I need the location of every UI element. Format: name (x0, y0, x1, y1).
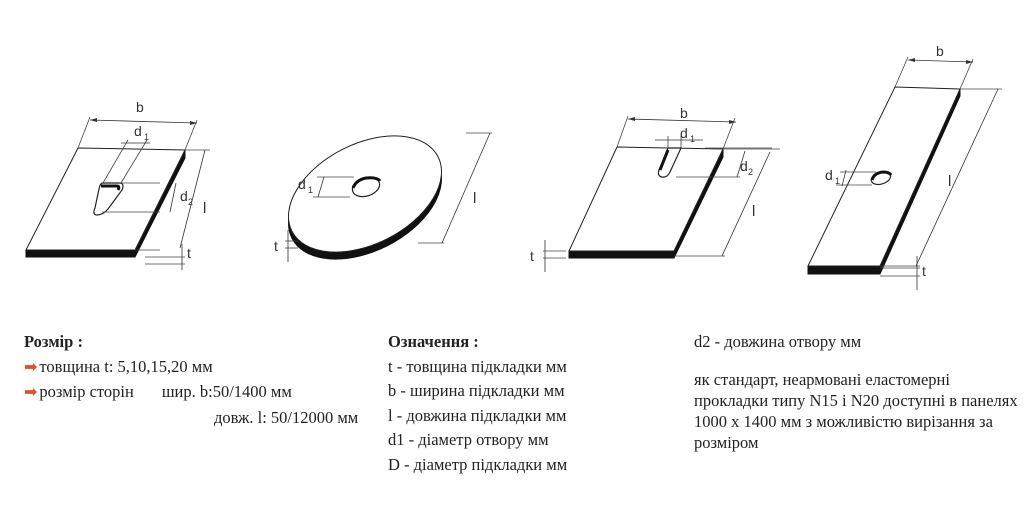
notes-section (694, 330, 1019, 453)
label-d2-sub: 2 (748, 167, 754, 177)
label-l: l (203, 200, 207, 217)
sides-row (24, 380, 374, 406)
label-d2: d (740, 158, 748, 174)
label-d1: d (680, 125, 688, 141)
label-d1: d (298, 176, 306, 192)
thickness-row (24, 355, 374, 381)
legend-item: b - ширина підкладки мм (388, 381, 565, 400)
legend-title: Означення : (388, 332, 479, 351)
label-t: t (187, 245, 191, 261)
sides-label: розмір сторін (39, 382, 134, 401)
label-d1-sub: 1 (308, 185, 314, 195)
legend-item: l - довжина підкладки мм (388, 405, 567, 425)
label-l: l (473, 190, 477, 207)
pad-round (269, 112, 492, 283)
label-b: b (136, 99, 144, 115)
label-d2-sub: 2 (188, 197, 194, 207)
label-b: b (936, 43, 944, 59)
legend-item-d2: d2 - довжина отвору мм (694, 332, 862, 351)
label-d1: d (825, 167, 833, 183)
arrow-right-icon: ➡ (24, 384, 38, 401)
legend-item: D - діаметр підкладки мм (388, 454, 568, 474)
pad-open-slot (530, 105, 780, 272)
label-t: t (274, 238, 278, 254)
label-d2: d (180, 188, 188, 204)
arrow-right-icon: ➡ (24, 358, 38, 376)
label-d1-sub: 1 (144, 132, 150, 142)
width-text: шир. b:50/1400 мм (161, 382, 292, 401)
pad-strip (808, 43, 1002, 290)
label-d1-sub: 1 (835, 176, 841, 186)
label-t: t (922, 263, 926, 279)
size-section (24, 330, 374, 430)
label-d1: d (134, 123, 142, 139)
legend-item: t - товщина підкладки мм (388, 356, 567, 376)
label-l: l (948, 173, 952, 190)
legend-item: d1 - діаметр отвору мм (388, 430, 549, 449)
length-text: довж. l: 50/12000 мм (214, 407, 359, 427)
thickness-text: товщина t: 5,10,15,20 мм (39, 356, 213, 376)
label-b: b (680, 105, 688, 121)
size-title: Розмір : (24, 332, 83, 351)
pad-slotted-hole (26, 99, 210, 270)
legend-section (388, 330, 668, 477)
label-l: l (752, 203, 756, 220)
label-d1-sub: 1 (690, 134, 696, 144)
standard-note: як стандарт, неармовані еластомерні прокладки типу N15 і N20 доступні в панелях 1000 х 1400 мм з можливістю вирізання за розміром (694, 369, 1018, 452)
label-t: t (530, 248, 534, 264)
length-row (24, 406, 374, 431)
